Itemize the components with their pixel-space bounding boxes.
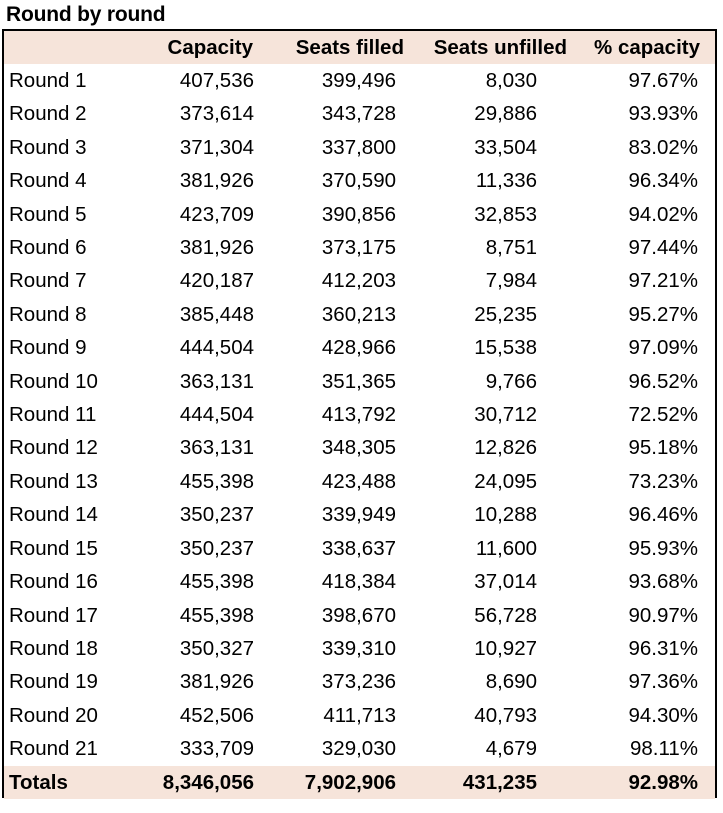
cell-round: Round 20 [9,703,98,727]
cell-seats-filled: 329,030 [321,737,396,761]
cell-seats-filled: 418,384 [321,570,396,594]
cell-seats-unfilled: 10,288 [474,503,537,527]
cell-seats-unfilled: 8,030 [485,69,537,92]
cell-seats-unfilled: 8,690 [485,670,537,694]
table-row [4,264,715,297]
cell-pct-capacity: 90.97% [628,603,698,627]
table-row [4,331,715,364]
table-row [4,431,715,464]
table-row [4,565,715,598]
totals-seats-filled: 7,902,906 [304,770,396,794]
table-row [4,64,715,97]
cell-seats-unfilled: 24,095 [474,469,537,493]
cell-seats-unfilled: 11,600 [475,536,537,560]
cell-seats-unfilled: 11,336 [475,169,537,193]
cell-seats-filled: 339,310 [321,636,396,660]
table-row [4,699,715,732]
cell-seats-filled: 413,792 [321,403,396,427]
cell-pct-capacity: 95.93% [628,536,698,560]
cell-capacity: 452,506 [179,703,254,727]
cell-capacity: 371,304 [179,135,254,159]
cell-seats-filled: 360,213 [321,302,396,326]
cell-seats-filled: 373,236 [321,670,396,694]
cell-seats-filled: 423,488 [321,469,396,493]
cell-seats-unfilled: 15,538 [474,336,537,360]
cell-capacity: 350,237 [179,536,254,560]
round-by-round-table [4,31,715,799]
cell-pct-capacity: 93.68% [628,570,698,594]
cell-seats-unfilled: 37,014 [474,570,537,594]
cell-pct-capacity: 97.21% [628,269,698,293]
totals-label: Totals [9,770,68,794]
cell-seats-unfilled: 12,826 [474,436,537,460]
cell-capacity: 363,131 [179,369,254,393]
cell-capacity: 455,398 [179,570,254,594]
table-row [4,498,715,531]
cell-round: Round 10 [9,369,98,393]
cell-seats-filled: 373,175 [321,236,396,260]
cell-capacity: 381,926 [179,670,254,694]
cell-capacity: 407,536 [179,69,254,92]
table-row [4,599,715,632]
cell-seats-unfilled: 56,728 [474,603,537,627]
table-row [4,298,715,331]
cell-seats-unfilled: 25,235 [474,302,537,326]
cell-pct-capacity: 83.02% [628,135,698,159]
table-row [4,365,715,398]
totals-seats-unfilled: 431,235 [462,770,537,794]
cell-pct-capacity: 95.18% [628,436,698,460]
table-row [4,131,715,164]
cell-seats-filled: 390,856 [321,202,396,226]
cell-round: Round 2 [9,102,87,126]
cell-round: Round 7 [9,269,87,293]
table-row [4,632,715,665]
cell-seats-filled: 338,637 [321,536,396,560]
cell-pct-capacity: 95.27% [628,302,698,326]
cell-seats-filled: 428,966 [321,336,396,360]
cell-seats-filled: 399,496 [321,69,396,92]
table-row [4,164,715,197]
cell-seats-unfilled: 29,886 [474,102,537,126]
totals-pct-capacity: 92.98% [628,770,698,794]
cell-seats-filled: 411,713 [323,703,396,727]
cell-capacity: 423,709 [179,202,254,226]
cell-pct-capacity: 96.46% [628,503,698,527]
totals-row [4,766,715,799]
table-row [4,465,715,498]
cell-capacity: 373,614 [179,102,254,126]
cell-pct-capacity: 97.36% [628,670,698,694]
cell-seats-unfilled: 7,984 [485,269,537,293]
totals-capacity: 8,346,056 [162,770,254,794]
cell-seats-unfilled: 9,766 [485,369,537,393]
cell-pct-capacity: 93.93% [628,102,698,126]
cell-seats-filled: 398,670 [321,603,396,627]
cell-capacity: 455,398 [179,469,254,493]
cell-seats-filled: 339,949 [321,503,396,527]
cell-capacity: 381,926 [179,169,254,193]
cell-round: Round 3 [9,135,87,159]
header-row [4,31,715,64]
cell-seats-unfilled: 10,927 [474,636,537,660]
cell-seats-unfilled: 30,712 [474,403,537,427]
cell-pct-capacity: 96.52% [628,369,698,393]
cell-seats-filled: 370,590 [321,169,396,193]
cell-seats-filled: 343,728 [321,102,396,126]
cell-round: Round 5 [9,202,87,226]
cell-round: Round 19 [9,670,98,694]
cell-capacity: 333,709 [179,737,254,761]
cell-round: Round 14 [9,503,98,527]
cell-pct-capacity: 96.34% [628,169,698,193]
cell-round: Round 6 [9,236,87,260]
cell-pct-capacity: 94.02% [628,202,698,226]
cell-seats-filled: 412,203 [321,269,396,293]
header-seats-filled: Seats filled [295,36,404,59]
cell-round: Round 21 [9,737,98,761]
header-seats-unfilled: Seats unfilled [433,36,567,59]
cell-round: Round 16 [9,570,98,594]
cell-seats-unfilled: 32,853 [474,202,537,226]
cell-pct-capacity: 73.23% [628,469,698,493]
table-row [4,665,715,698]
table-row [4,198,715,231]
cell-seats-unfilled: 33,504 [474,135,537,159]
cell-capacity: 350,327 [179,636,254,660]
cell-round: Round 11 [9,403,97,427]
cell-round: Round 9 [9,336,87,360]
page-title: Round by round [6,3,166,26]
cell-seats-filled: 348,305 [321,436,396,460]
cell-pct-capacity: 72.52% [628,403,698,427]
round-table-frame [2,29,717,798]
cell-capacity: 350,237 [179,503,254,527]
cell-pct-capacity: 97.09% [628,336,698,360]
cell-capacity: 385,448 [179,302,254,326]
cell-capacity: 455,398 [179,603,254,627]
cell-round: Round 17 [9,603,98,627]
table-row [4,532,715,565]
cell-capacity: 444,504 [179,403,254,427]
cell-round: Round 8 [9,302,87,326]
cell-seats-filled: 337,800 [321,135,396,159]
cell-pct-capacity: 97.44% [628,236,698,260]
cell-pct-capacity: 97.67% [628,69,698,92]
cell-round: Round 1 [9,69,87,92]
cell-capacity: 363,131 [179,436,254,460]
cell-round: Round 12 [9,436,98,460]
cell-capacity: 444,504 [179,336,254,360]
cell-capacity: 420,187 [179,269,254,293]
table-row [4,732,715,765]
cell-pct-capacity: 98.11% [629,737,698,761]
cell-round: Round 18 [9,636,98,660]
cell-round: Round 15 [9,536,98,560]
table-row [4,97,715,130]
cell-seats-unfilled: 40,793 [474,703,537,727]
table-body [4,64,715,766]
cell-pct-capacity: 94.30% [628,703,698,727]
cell-seats-unfilled: 8,751 [485,236,537,260]
header-round [4,31,140,64]
header-capacity: Capacity [167,36,253,59]
table-row [4,398,715,431]
cell-seats-filled: 351,365 [321,369,396,393]
cell-capacity: 381,926 [179,236,254,260]
cell-round: Round 13 [9,469,98,493]
cell-pct-capacity: 96.31% [628,636,698,660]
table-row [4,231,715,264]
cell-seats-unfilled: 4,679 [485,737,537,761]
cell-round: Round 4 [9,169,87,193]
header-pct-capacity: % capacity [594,36,700,59]
